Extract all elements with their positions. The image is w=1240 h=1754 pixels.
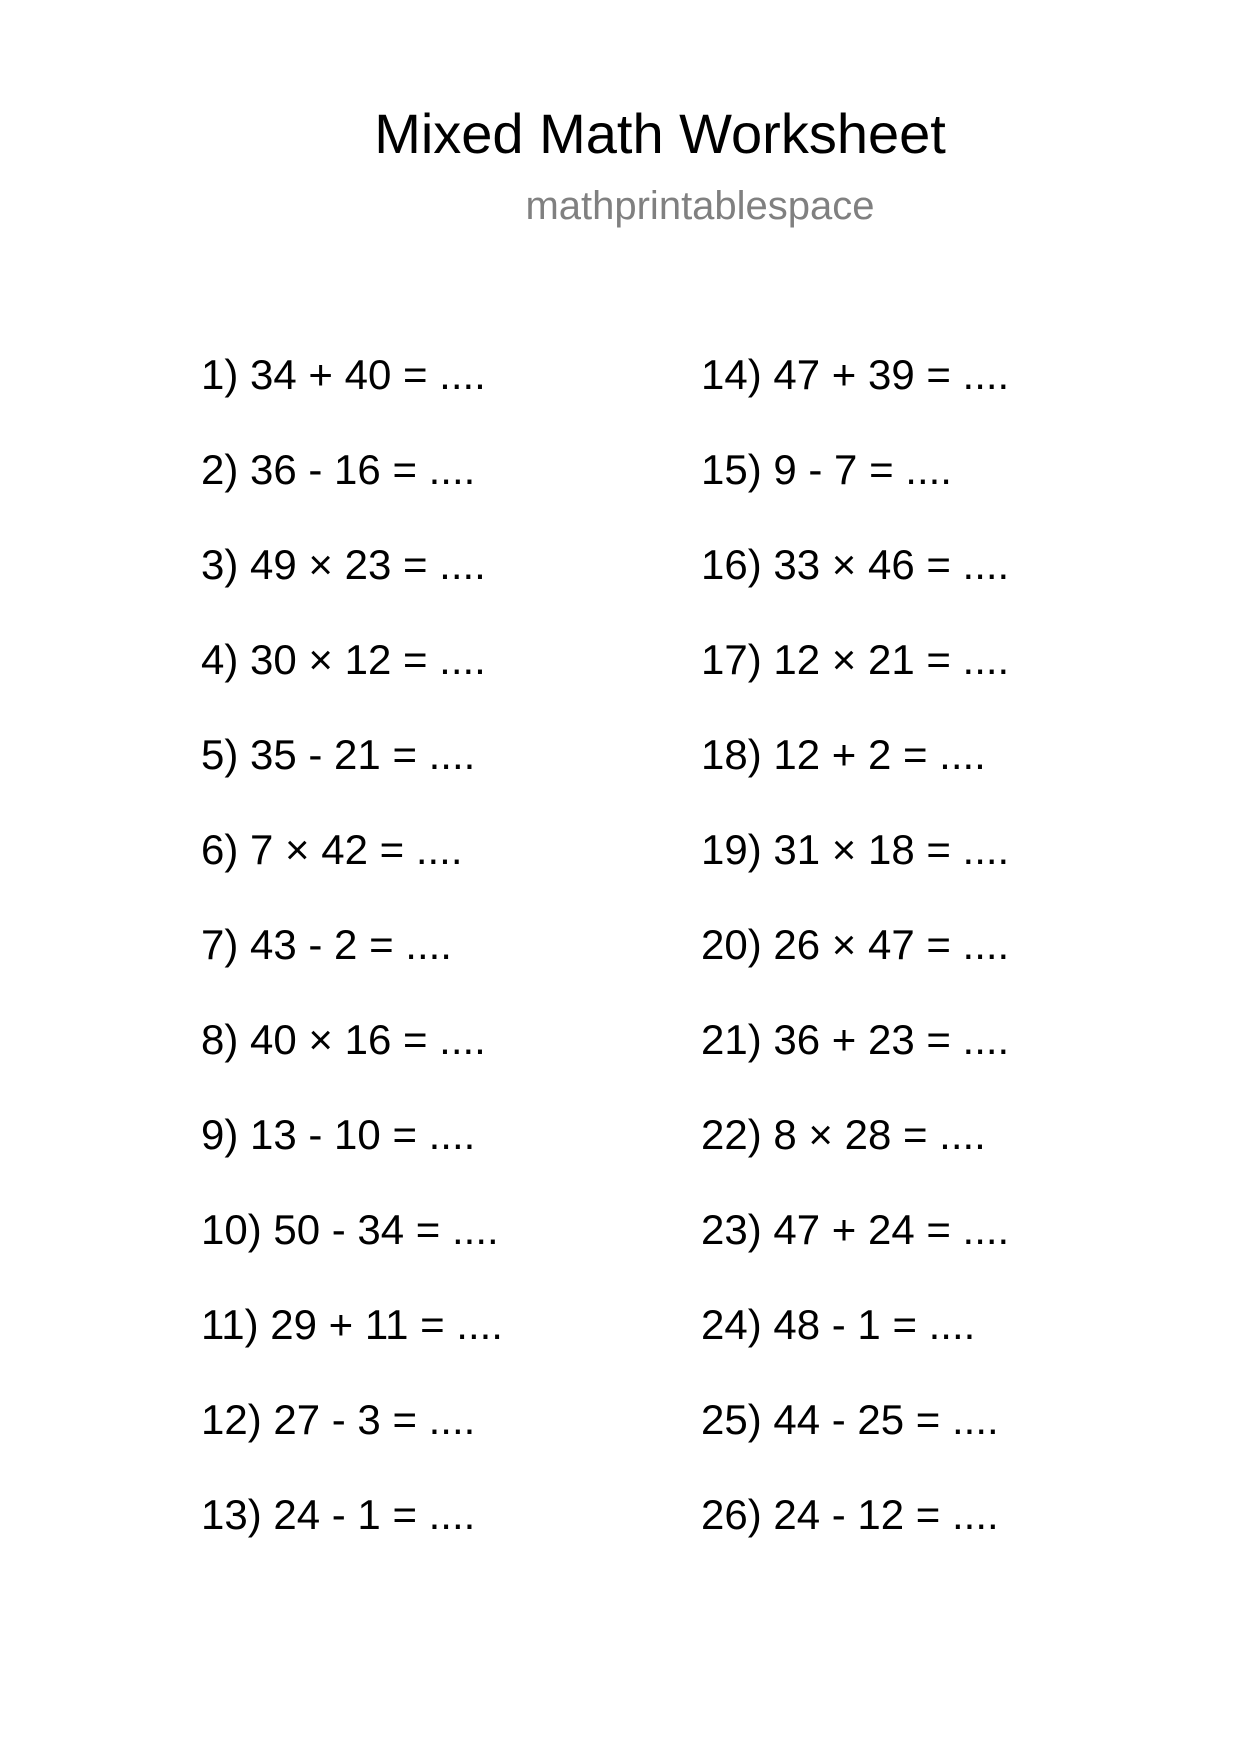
- problems-column-left: [201, 350, 503, 1585]
- problems-column-right: [701, 350, 1009, 1585]
- problem-item: 25) 44 - 25 = ....: [701, 1396, 999, 1443]
- problem-item: 15) 9 - 7 = ....: [701, 446, 952, 493]
- problem-item: 12) 27 - 3 = ....: [201, 1396, 476, 1443]
- problem-item: 6) 7 × 42 = ....: [201, 826, 463, 873]
- problem-item: 23) 47 + 24 = ....: [701, 1206, 1010, 1253]
- problem-item: 24) 48 - 1 = ....: [701, 1301, 976, 1348]
- problem-item: 14) 47 + 39 = ....: [701, 351, 1010, 398]
- page-title: Mixed Math Worksheet: [374, 102, 946, 165]
- problem-item: 10) 50 - 34 = ....: [201, 1206, 499, 1253]
- page-subtitle: mathprintablespace: [525, 184, 875, 228]
- problem-item: 21) 36 + 23 = ....: [701, 1016, 1010, 1063]
- problem-item: 16) 33 × 46 = ....: [701, 541, 1010, 588]
- problem-item: 3) 49 × 23 = ....: [201, 541, 486, 588]
- problem-item: 4) 30 × 12 = ....: [201, 636, 486, 683]
- problem-item: 9) 13 - 10 = ....: [201, 1111, 476, 1158]
- problem-item: 17) 12 × 21 = ....: [701, 636, 1010, 683]
- problem-item: 5) 35 - 21 = ....: [201, 731, 476, 778]
- problem-item: 7) 43 - 2 = ....: [201, 921, 452, 968]
- problem-item: 19) 31 × 18 = ....: [701, 826, 1010, 873]
- problem-item: 13) 24 - 1 = ....: [201, 1491, 476, 1538]
- problem-item: 26) 24 - 12 = ....: [701, 1491, 999, 1538]
- problem-item: 2) 36 - 16 = ....: [201, 446, 476, 493]
- problem-item: 22) 8 × 28 = ....: [701, 1111, 986, 1158]
- problem-item: 20) 26 × 47 = ....: [701, 921, 1010, 968]
- problem-item: 1) 34 + 40 = ....: [201, 351, 486, 398]
- problem-item: 11) 29 + 11 = ....: [201, 1301, 503, 1348]
- problem-item: 8) 40 × 16 = ....: [201, 1016, 486, 1063]
- problem-item: 18) 12 + 2 = ....: [701, 731, 986, 778]
